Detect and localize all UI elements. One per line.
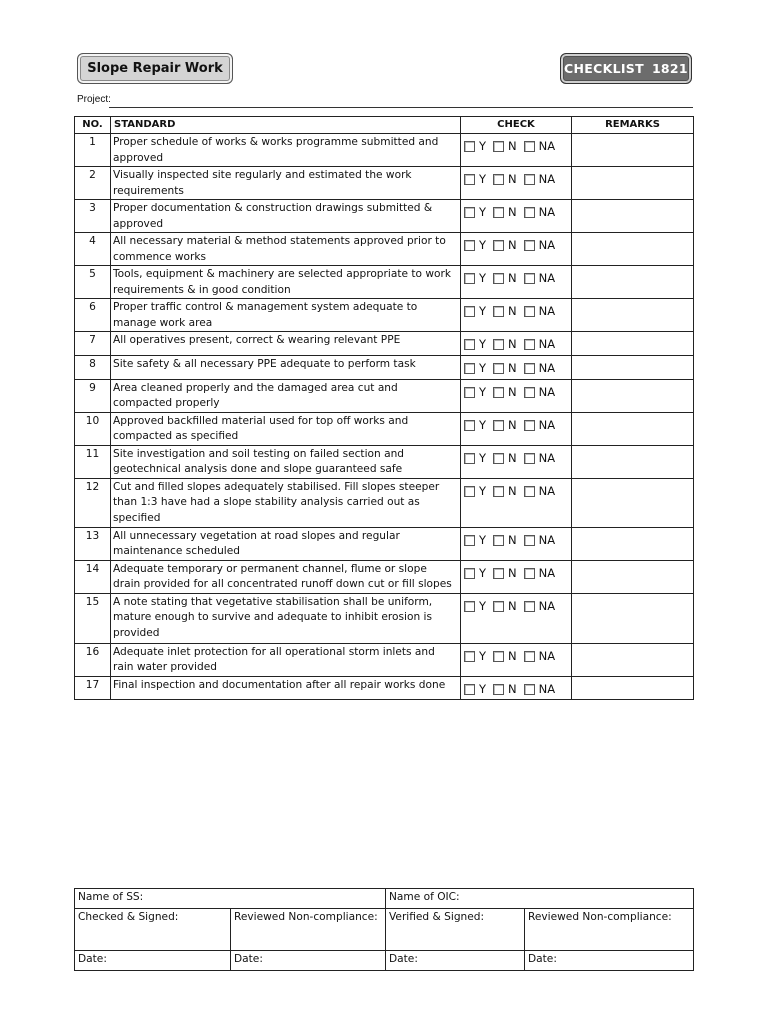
check-option-n[interactable] [493,172,517,188]
check-option-label: Y [479,238,487,252]
checkbox-n[interactable] [493,363,504,374]
check-option-na[interactable] [524,649,555,665]
checkbox-n[interactable] [493,535,504,546]
table-row [75,200,694,233]
check-option-n[interactable] [493,418,517,434]
check-option-n[interactable] [493,649,517,665]
standard-text: Adequate inlet protection for all operational storm inlets and rain water provided [111,643,461,676]
check-option-na[interactable] [524,337,555,353]
check-option-n[interactable] [493,533,517,549]
check-option-n[interactable] [493,361,517,377]
standard-text: Proper traffic control & management system adequate to manage work area [111,299,461,332]
check-option-na[interactable] [524,361,555,377]
check-option-y[interactable] [464,238,486,254]
remarks-field[interactable] [572,266,694,299]
check-option-n[interactable] [493,385,517,401]
checkbox-n[interactable] [493,651,504,662]
document-title-text: Slope Repair Work [87,61,223,76]
check-option-na[interactable] [524,533,555,549]
check-option-label: Y [479,384,487,399]
remarks-field[interactable] [572,412,694,445]
check-cell [461,266,572,299]
checklist-badge [560,53,692,84]
check-option-na[interactable] [524,484,555,500]
remarks-field[interactable] [572,379,694,412]
checklist-badge-number: 1821 [651,61,688,76]
standard-text: Adequate temporary or permanent channel, flume or slope drain provided for all concentrated runoff down cut or fill slopes [111,560,461,593]
remarks-field[interactable] [572,332,694,356]
check-option-label: Y [479,417,487,432]
check-option-label: NA [538,648,556,663]
standard-text: Final inspection and documentation after all repair works done [111,676,461,700]
name-of-oic-field[interactable]: Name of OIC: [386,889,694,909]
checkbox-na[interactable] [524,339,535,350]
check-option-na[interactable] [524,385,555,401]
row-number: 10 [75,412,111,445]
check-option-na[interactable] [524,304,555,320]
check-option-label: NA [538,532,556,547]
check-option-na[interactable] [524,205,555,221]
check-option-y[interactable] [464,205,486,221]
table-header-row [75,117,694,134]
checkbox-na[interactable] [524,535,535,546]
row-number: 12 [75,478,111,527]
check-option-label: N [508,205,517,219]
remarks-field[interactable] [572,676,694,700]
remarks-field[interactable] [572,593,694,643]
standard-text: All necessary material & method statements approved prior to commence works [111,233,461,266]
checkbox-y[interactable] [464,339,475,350]
check-option-na[interactable] [524,172,555,188]
table-row [75,379,694,412]
check-option-label: N [508,384,517,399]
check-option-label: N [508,139,517,153]
table-row [75,233,694,266]
standard-text: Approved backfilled material used for top off works and compacted as specified [111,412,461,445]
row-number: 13 [75,527,111,560]
check-option-y[interactable] [464,599,486,615]
check-option-n[interactable] [493,271,517,287]
check-option-na[interactable] [524,566,555,582]
table-row [75,593,694,643]
checkbox-y[interactable] [464,684,475,695]
remarks-field[interactable] [572,643,694,676]
check-option-label: NA [538,565,556,580]
check-option-na[interactable] [524,139,555,155]
check-option-label: N [508,598,517,613]
check-option-y[interactable] [464,172,486,188]
check-option-n[interactable] [493,337,517,353]
checkbox-n[interactable] [493,240,504,251]
check-option-label: N [508,532,517,547]
check-option-y[interactable] [464,304,486,320]
row-number: 2 [75,167,111,200]
checkbox-y[interactable] [464,420,475,431]
header-standard: STANDARD [111,117,461,134]
check-option-n[interactable] [493,304,517,320]
check-option-label: N [508,417,517,432]
checkbox-n[interactable] [493,174,504,185]
check-option-na[interactable] [524,599,555,615]
check-option-label: NA [538,337,556,351]
checklist-table [74,116,694,700]
date-field-2[interactable]: Date: [231,951,386,971]
checkbox-na[interactable] [524,453,535,464]
check-option-y[interactable] [464,451,486,467]
row-number: 16 [75,643,111,676]
header-remarks: REMARKS [572,117,694,134]
signoff-table [74,888,694,971]
check-option-n[interactable] [493,139,517,155]
row-number: 15 [75,593,111,643]
check-option-label: N [508,337,517,351]
check-option-label: Y [479,532,487,547]
check-cell [461,527,572,560]
row-number: 5 [75,266,111,299]
checkbox-n[interactable] [493,684,504,695]
project-label: Project: [77,94,111,105]
check-option-y[interactable] [464,682,486,698]
checkbox-n[interactable] [493,387,504,398]
standard-text: Visually inspected site regularly and estimated the work requirements [111,167,461,200]
row-number: 14 [75,560,111,593]
table-row [75,355,694,379]
check-option-label: NA [538,417,556,432]
remarks-field[interactable] [572,233,694,266]
table-row [75,167,694,200]
check-option-y[interactable] [464,418,486,434]
checkbox-na[interactable] [524,174,535,185]
name-of-ss-field[interactable]: Name of SS: [75,889,386,909]
check-option-label: NA [538,304,556,318]
check-option-label: Y [479,337,487,351]
row-number: 9 [75,379,111,412]
reviewed-noncompliance-field-2[interactable]: Reviewed Non-compliance: [525,909,694,951]
reviewed-noncompliance-field-1[interactable]: Reviewed Non-compliance: [231,909,386,951]
remarks-field[interactable] [572,299,694,332]
check-option-label: Y [479,304,487,318]
checkbox-n[interactable] [493,273,504,284]
table-row [75,676,694,700]
checkbox-y[interactable] [464,387,475,398]
row-number: 17 [75,676,111,700]
checkbox-y[interactable] [464,601,475,612]
check-option-label: NA [538,205,556,219]
check-option-y[interactable] [464,484,486,500]
remarks-field[interactable] [572,527,694,560]
check-option-n[interactable] [493,238,517,254]
checkbox-y[interactable] [464,141,475,152]
checkbox-n[interactable] [493,141,504,152]
check-option-y[interactable] [464,361,486,377]
check-option-label: NA [538,139,556,153]
checkbox-na[interactable] [524,486,535,497]
checkbox-n[interactable] [493,207,504,218]
row-number: 8 [75,355,111,379]
check-cell [461,478,572,527]
checkbox-n[interactable] [493,601,504,612]
check-cell [461,593,572,643]
standard-text: Site safety & all necessary PPE adequate to perform task [111,355,461,379]
checked-signed-field[interactable]: Checked & Signed: [75,909,231,951]
row-number: 7 [75,332,111,356]
check-cell [461,332,572,356]
checkbox-y[interactable] [464,174,475,185]
standard-text: A note stating that vegetative stabilisation shall be uniform, mature enough to survive and adequate to inhibit erosion is provided [111,593,461,643]
table-row [75,478,694,527]
check-option-label: N [508,360,517,375]
standard-text: Cut and filled slopes adequately stabilised. Fill slopes steeper than 1:3 have had a slope stability analysis carried out as specified [111,478,461,527]
check-option-na[interactable] [524,238,555,254]
check-option-na[interactable] [524,271,555,287]
check-option-y[interactable] [464,533,486,549]
check-option-n[interactable] [493,599,517,615]
check-option-label: N [508,238,517,252]
standard-text: Proper documentation & construction drawings submitted & approved [111,200,461,233]
checkbox-na[interactable] [524,387,535,398]
table-row [75,299,694,332]
remarks-field[interactable] [572,355,694,379]
header-check: CHECK [461,117,572,134]
document-title [77,53,233,84]
verified-signed-field[interactable]: Verified & Signed: [386,909,525,951]
checkbox-na[interactable] [524,306,535,317]
checkbox-na[interactable] [524,240,535,251]
date-field-3[interactable]: Date: [386,951,525,971]
check-option-na[interactable] [524,682,555,698]
header-no: NO. [75,117,111,134]
row-number: 4 [75,233,111,266]
check-cell [461,200,572,233]
check-option-n[interactable] [493,205,517,221]
check-option-n[interactable] [493,451,517,467]
checkbox-y[interactable] [464,535,475,546]
check-option-label: Y [479,205,487,219]
check-option-label: N [508,681,517,696]
check-option-label: Y [479,271,487,285]
row-number: 11 [75,445,111,478]
standard-text: Tools, equipment & machinery are selected appropriate to work requirements & in good condition [111,266,461,299]
check-option-label: N [508,483,517,498]
checkbox-na[interactable] [524,207,535,218]
check-option-na[interactable] [524,418,555,434]
checkbox-na[interactable] [524,273,535,284]
check-option-n[interactable] [493,682,517,698]
check-cell [461,355,572,379]
checkbox-y[interactable] [464,207,475,218]
check-option-label: N [508,450,517,465]
table-row [75,445,694,478]
check-option-label: Y [479,360,487,375]
standard-text: All unnecessary vegetation at road slopes and regular maintenance scheduled [111,527,461,560]
check-option-label: NA [538,238,556,252]
standard-text: All operatives present, correct & wearing relevant PPE [111,332,461,356]
checkbox-n[interactable] [493,453,504,464]
check-option-label: NA [538,271,556,285]
check-option-label: NA [538,450,556,465]
check-option-label: N [508,565,517,580]
check-option-y[interactable] [464,139,486,155]
check-option-y[interactable] [464,566,486,582]
checkbox-y[interactable] [464,306,475,317]
check-cell [461,643,572,676]
checkbox-na[interactable] [524,420,535,431]
check-option-label: Y [479,681,487,696]
check-option-label: NA [538,384,556,399]
check-option-label: Y [479,139,487,153]
project-field[interactable] [109,107,693,108]
row-number: 1 [75,134,111,167]
check-cell [461,445,572,478]
remarks-field[interactable] [572,200,694,233]
checklist-badge-label: CHECKLIST [564,61,644,76]
check-option-label: NA [538,681,556,696]
remarks-field[interactable] [572,167,694,200]
check-cell [461,379,572,412]
checkbox-n[interactable] [493,339,504,350]
checkbox-n[interactable] [493,486,504,497]
checkbox-n[interactable] [493,568,504,579]
check-cell [461,560,572,593]
checkbox-na[interactable] [524,601,535,612]
checkbox-y[interactable] [464,568,475,579]
checkbox-y[interactable] [464,486,475,497]
table-row [75,560,694,593]
checkbox-y[interactable] [464,651,475,662]
check-cell [461,134,572,167]
check-option-label: NA [538,360,556,375]
checkbox-y[interactable] [464,273,475,284]
table-row [75,134,694,167]
checkbox-na[interactable] [524,651,535,662]
table-row [75,412,694,445]
check-option-label: Y [479,598,487,613]
table-row [75,527,694,560]
check-option-label: Y [479,648,487,663]
checkbox-na[interactable] [524,363,535,374]
row-number: 3 [75,200,111,233]
remarks-field[interactable] [572,478,694,527]
checkbox-y[interactable] [464,240,475,251]
check-option-label: Y [479,450,487,465]
check-option-label: N [508,648,517,663]
checkbox-na[interactable] [524,684,535,695]
check-option-y[interactable] [464,271,486,287]
check-option-label: NA [538,598,556,613]
check-option-y[interactable] [464,385,486,401]
remarks-field[interactable] [572,134,694,167]
checkbox-na[interactable] [524,568,535,579]
check-option-na[interactable] [524,451,555,467]
check-option-label: Y [479,565,487,580]
date-field-4[interactable]: Date: [525,951,694,971]
row-number: 6 [75,299,111,332]
standard-text: Proper schedule of works & works programme submitted and approved [111,134,461,167]
checkbox-y[interactable] [464,363,475,374]
check-cell [461,167,572,200]
check-option-label: NA [538,172,556,186]
table-row [75,266,694,299]
check-option-label: N [508,304,517,318]
remarks-field[interactable] [572,445,694,478]
checkbox-n[interactable] [493,420,504,431]
table-row [75,643,694,676]
check-option-label: NA [538,483,556,498]
checkbox-n[interactable] [493,306,504,317]
check-option-label: N [508,271,517,285]
table-row [75,332,694,356]
standard-text: Site investigation and soil testing on failed section and geotechnical analysis done and slope guaranteed safe [111,445,461,478]
checkbox-na[interactable] [524,141,535,152]
check-option-label: Y [479,172,487,186]
check-cell [461,299,572,332]
check-option-n[interactable] [493,484,517,500]
standard-text: Area cleaned properly and the damaged area cut and compacted properly [111,379,461,412]
date-field-1[interactable]: Date: [75,951,231,971]
check-option-y[interactable] [464,337,486,353]
remarks-field[interactable] [572,560,694,593]
check-option-label: Y [479,483,487,498]
check-cell [461,412,572,445]
check-option-y[interactable] [464,649,486,665]
check-cell [461,676,572,700]
check-option-label: N [508,172,517,186]
check-option-n[interactable] [493,566,517,582]
checkbox-y[interactable] [464,453,475,464]
check-cell [461,233,572,266]
